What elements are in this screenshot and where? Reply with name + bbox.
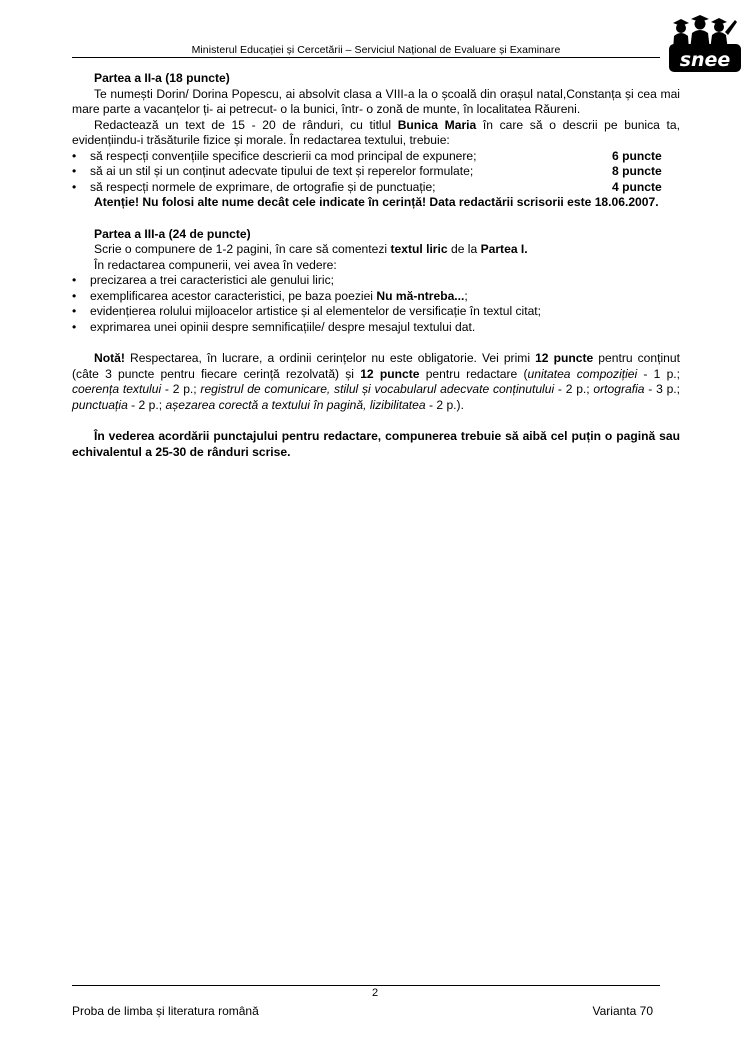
bullet: • bbox=[72, 319, 77, 334]
part3-item: • precizarea a trei caracteristici ale genului liric; bbox=[72, 273, 334, 287]
header-title: Ministerul Educației și Cercetării – Serviciul Național de Evaluare și Examinare bbox=[191, 44, 561, 56]
part3-item: • exemplificarea acestor caracteristici, pe baza poeziei Nu mă-ntreba...; bbox=[72, 288, 468, 303]
exam-content bbox=[72, 71, 680, 460]
part2-heading: Partea a II-a (18 puncte) bbox=[94, 71, 230, 85]
part3-item: • exprimarea unei opinii despre semnificațiile/ despre mesajul textului dat. bbox=[72, 319, 476, 334]
footer-variant: Varianta 70 bbox=[592, 1004, 653, 1018]
part2-warning: Atenție! Nu folosi alte nume decât cele indicate în cerință! Data redactării scrisorii este 18.06.2007. bbox=[94, 195, 659, 209]
bullet: • bbox=[72, 179, 77, 194]
points-label: 8 puncte bbox=[612, 164, 662, 178]
bullet: • bbox=[72, 304, 77, 318]
part2-task: Redactează un text de 15 - 20 de rânduri, cu titlul Bunica Maria în care să o descrii pe bunica ta, evidențiindu-i trăsăturile fizice și morale. În redactarea textului, trebuie: bbox=[72, 117, 680, 147]
part2-item: • să respecți convențiile specifice descrierii ca mod principal de expunere; 6 puncte bbox=[72, 149, 680, 165]
bullet: • bbox=[72, 164, 77, 178]
part3-item: • evidențierea rolului mijloacelor artistice și al elementelor de versificație în textul citat; bbox=[72, 304, 542, 318]
part2-item: • să ai un stil și un conținut adecvate tipului de text și reperelor formulate; 8 puncte bbox=[72, 164, 680, 180]
footer-divider bbox=[72, 985, 660, 986]
snee-logo bbox=[667, 14, 743, 74]
header-divider bbox=[72, 57, 660, 58]
part3-consider: În redactarea compunerii, vei avea în vedere: bbox=[94, 257, 337, 272]
footer-exam-name: Proba de limba și literatura română bbox=[72, 1004, 259, 1018]
bullet: • bbox=[72, 273, 77, 287]
part2-item: • să respecți normele de exprimare, de ortografie și de punctuație; 4 puncte bbox=[72, 180, 680, 196]
grading-note: Notă! Respectarea, în lucrare, a ordinii cerințelor nu este obligatorie. Vei primi 12 puncte pentru conținut (câte 3 puncte pentru fiecare cerință rezolvată) și 12 puncte pentru redactare (unitatea compoziției - 1 p.; coerența textului - 2 p.; registrul de comunicare, stilul și vocabularul adecvate conținutului - 2 p.; ortografia - 3 p.; punctuația - 2 p.; așezarea corectă a textului în pagină, lizibilitatea - 2 p.). bbox=[72, 351, 681, 412]
page-number: 2 bbox=[371, 987, 379, 999]
part2-intro: Te numești Dorin/ Dorina Popescu, ai absolvit clasa a VIII-a la o școală din orașul natal,Constanța și cea mai mare parte a vacanțelor ți- ai petrecut- o la bunici, într- o zonă de munte, în localitatea Răureni. bbox=[72, 86, 680, 116]
part3-heading: Partea a III-a (24 de puncte) bbox=[94, 226, 251, 241]
points-label: 6 puncte bbox=[612, 148, 662, 163]
part3-task: Scrie o compunere de 1-2 pagini, în care să comentezi textul liric de la Partea I. bbox=[94, 242, 528, 256]
points-label: 4 puncte bbox=[612, 179, 662, 194]
logo-text: snee bbox=[679, 49, 731, 71]
bullet: • bbox=[72, 148, 77, 163]
bullet: • bbox=[72, 288, 77, 303]
final-note: În vederea acordării punctajului pentru redactare, compunerea trebuie să aibă cel puțin o pagină sau echivalentul a 25-30 de rânduri scrise. bbox=[72, 429, 680, 459]
